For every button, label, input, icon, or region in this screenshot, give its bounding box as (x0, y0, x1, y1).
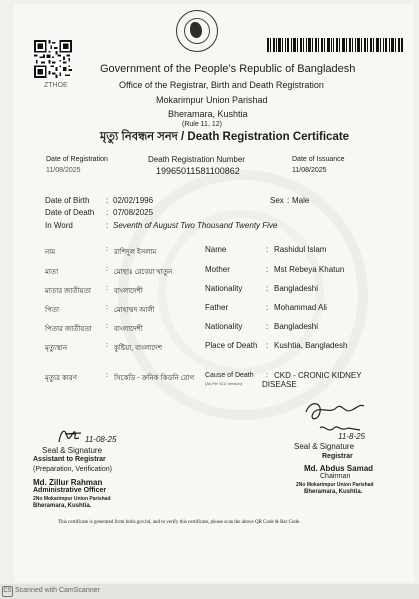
dod-value: 07/08/2025 (113, 208, 154, 217)
government-seal-icon (176, 10, 218, 52)
mother-value: Mst Rebeya Khatun (274, 265, 345, 274)
assistant-seal-title: Seal & Signature (42, 446, 103, 455)
name-bn-colon: : (106, 246, 108, 253)
scanner-watermark: Scanned with CamScanner (15, 587, 100, 594)
registration-date-value: 11/08/2025 (46, 167, 81, 174)
mother-bn-value: মোছাঃ রেবেয়া খাতুন (114, 269, 173, 276)
dob-label: Date of Birth (45, 196, 90, 205)
dob-value: 02/02/1996 (113, 196, 154, 205)
qr-caption: ZTHOE (44, 82, 68, 89)
place-of-death-bn-value: কুষ্টিয়া, বাংলাদেশ (114, 345, 162, 352)
registration-number-value: 19965011581100862 (156, 166, 240, 176)
qr-code (34, 40, 72, 78)
registrar-office-location: Bheramara, Kushtia. (304, 489, 363, 495)
father-nationality-bn-label: পিতার জাতীয়তা (45, 326, 92, 333)
father-nationality-value: Bangladeshi (274, 322, 319, 331)
father-bn-value: মোহাম্মদ আলী (114, 307, 155, 314)
issuance-date-value: 11/08/2025 (292, 167, 327, 174)
certificate-title (100, 128, 349, 147)
dod-colon: : (106, 208, 109, 217)
title-separator: / (180, 131, 185, 143)
sex-label: Sex (270, 196, 284, 205)
mother-nationality-label: Nationality (205, 284, 243, 293)
father-nationality-label: Nationality (205, 322, 243, 331)
registration-date-label: Date of Registration (46, 156, 108, 163)
registrar-name: Md. Abdus Samad (304, 464, 374, 473)
cause-colon: : (266, 372, 268, 379)
name-colon: : (266, 245, 269, 254)
cause-value-line2: DISEASE (262, 380, 297, 389)
registrar-sign-date: 11-8-25 (338, 432, 365, 441)
barcode (267, 38, 403, 52)
assistant-sign-date: 11-08-25 (85, 435, 117, 444)
assistant-office: 2No Mokarimpur Union Parishad (33, 496, 111, 502)
cause-bn-value: সিকেডি - ক্রনিক কিডনি রোগ (114, 375, 195, 382)
registrar-office: 2No Mokarimpur Union Parishad (296, 482, 374, 488)
mother-label: Mother (205, 265, 230, 274)
father-label: Father (205, 303, 229, 312)
dod-label: Date of Death (45, 208, 95, 217)
office-title: Office of the Registrar, Birth and Death Registration (119, 80, 324, 90)
name-value: Rashidul Islam (274, 245, 327, 254)
title-english: Death Registration Certificate (187, 131, 350, 143)
inword-colon: : (106, 221, 109, 230)
union-name: Mokarimpur Union Parishad (156, 95, 268, 105)
assistant-office-location: Bheramara, Kushtia. (33, 503, 92, 509)
registration-number-label: Death Registration Number (148, 155, 245, 164)
cause-bn-colon: : (106, 372, 108, 379)
dob-colon: : (106, 196, 109, 205)
cause-label: Cause of Death (205, 372, 254, 379)
mother-colon: : (266, 265, 269, 274)
inword-label: In Word (45, 221, 73, 230)
name-label: Name (205, 245, 227, 254)
registrar-seal-title: Seal & Signature (294, 442, 355, 451)
upazila-name: Bheramara, Kushtia (168, 109, 248, 119)
assistant-designation: Administrative Officer (33, 487, 107, 494)
name-bn-value: রাশিদুল ইসলাম (114, 249, 157, 256)
place-of-death-bn-colon: : (106, 342, 108, 349)
mother-nationality-colon: : (266, 284, 269, 293)
mother-nationality-bn-colon: : (106, 285, 108, 292)
assistant-name: Md. Zillur Rahman (33, 478, 103, 487)
place-of-death-label: Place of Death (205, 341, 258, 350)
mother-bn-colon: : (106, 266, 108, 273)
father-nationality-bn-colon: : (106, 323, 108, 330)
rule-reference: (Rule 11, 12) (182, 121, 222, 128)
father-nationality-bn-value: বাংলাদেশী (114, 326, 143, 333)
father-colon: : (266, 303, 269, 312)
place-of-death-colon: : (266, 341, 269, 350)
camscanner-logo-icon: CS (2, 586, 13, 597)
cause-value-line1: CKD - CRONIC KIDNEY (274, 371, 362, 380)
place-of-death-bn-label: মৃত্যুস্থান (45, 345, 68, 352)
mother-nationality-bn-value: বাংলাদেশী (114, 288, 143, 295)
cause-bn-label: মৃত্যুর কারণ (45, 375, 77, 382)
government-title: Government of the People’s Republic of Bangladesh (100, 63, 356, 75)
sex-value: Male (292, 196, 310, 205)
sex-colon: : (287, 196, 290, 205)
title-bangla: মৃত্যু নিবন্ধন সনদ (100, 131, 178, 143)
watermark-inner-ring (158, 210, 327, 376)
mother-nationality-value: Bangladeshi (274, 284, 319, 293)
father-nationality-colon: : (266, 322, 269, 331)
place-of-death-value: Kushtia, Bangladesh (274, 341, 348, 350)
registrar-designation: Chairman (320, 473, 351, 480)
verification-note: This certificate is generated from bdris.gov.bd, and to verify this certificate, please scan the above QR Code & Bar Code. (58, 520, 301, 525)
assistant-role: Assistant to Registrar (33, 456, 106, 463)
registrar-role: Registrar (322, 453, 353, 460)
father-bn-label: পিতা (45, 307, 60, 314)
issuance-date-label: Date of Issuance (292, 156, 345, 163)
name-bn-label: নাম (45, 249, 56, 256)
mother-bn-label: মাতা (45, 269, 59, 276)
mother-nationality-bn-label: মাতার জাতীয়তা (45, 288, 91, 295)
assistant-role-note: (Preparation, Verification) (33, 466, 112, 473)
father-bn-colon: : (106, 304, 108, 311)
scanner-bar (0, 584, 419, 599)
inword-value: Seventh of August Two Thousand Twenty Five (113, 221, 278, 230)
cause-icd-note: (As Per ICD Version) (205, 381, 243, 386)
father-value: Mohammad Ali (274, 303, 327, 312)
